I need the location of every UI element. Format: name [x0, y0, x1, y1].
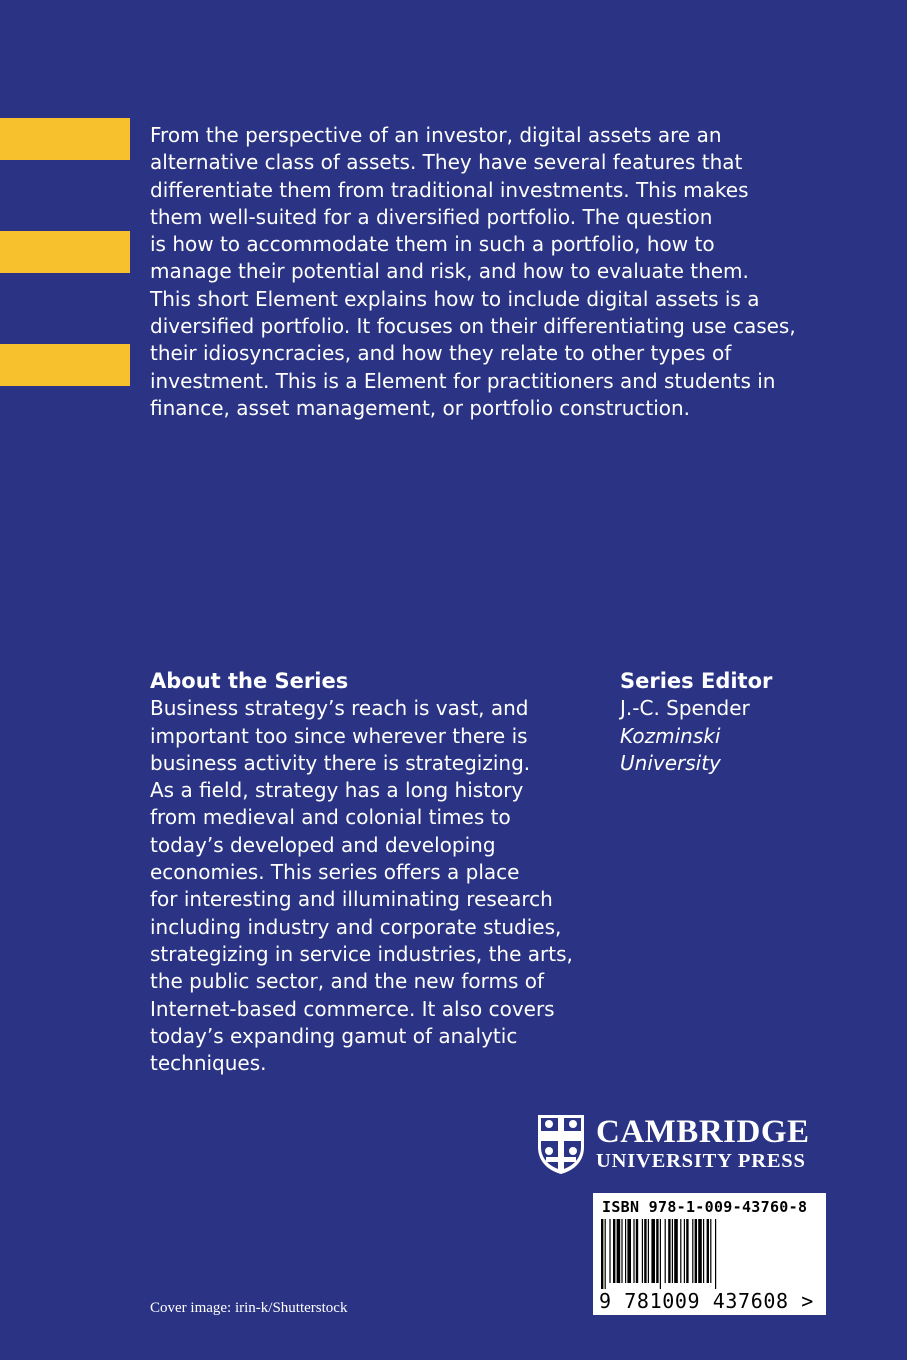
cambridge-shield-icon [536, 1113, 586, 1175]
barcode-bars [599, 1219, 819, 1289]
isbn-label: ISBN 978-1-009-43760-8 [602, 1198, 808, 1216]
cover-image-credit: Cover image: irin-k/Shutterstock [150, 1300, 348, 1316]
accent-bar-top [0, 118, 130, 160]
about-series-text: Business strategy’s reach is vast, and important too since wherever there is business activity there is strategizing. As a field, strategy has a long history from medieval and colonial times to today’s developed and developing economies. This series offers a place for interesting and illuminating research including industry and corporate studies, strategizing in service industries, the arts, the public sector, and the new forms of Internet-based commerce. It also covers today’s expanding gamut of analytic techniques. [150, 696, 573, 1076]
accent-bar-bottom [0, 344, 130, 386]
accent-bar-middle [0, 231, 130, 273]
editor-affiliation-line1: Kozminski [620, 723, 721, 748]
book-description: From the perspective of an investor, digital assets are an alternative class of assets. They have several features that differentiate them from traditional investments. This makes them well-suited for a diversified portfolio. The question is how to accommodate them in such a portfolio, how to manage their potential and risk, and how to evaluate them. This short Element explains how to include digital assets is a diversified portfolio. It focuses on their differentiating use cases, their idiosyncracies, and how they relate to other types of investment. This is a Element for practitioners and students in finance, asset management, or portfolio construction. [150, 123, 796, 420]
barcode-digits: 9 781009 437608 > [599, 1289, 814, 1313]
about-series-section [150, 668, 590, 1077]
editor-name: J.-C. Spender [620, 696, 750, 721]
series-editor-section [620, 668, 880, 777]
publisher-name: CAMBRIDGE [596, 1114, 810, 1151]
series-editor-heading: Series Editor [620, 669, 773, 693]
about-series-heading: About the Series [150, 669, 349, 693]
publisher-logo [536, 1112, 836, 1176]
publisher-subname: UNIVERSITY PRESS [596, 1150, 806, 1173]
isbn-barcode [593, 1193, 826, 1315]
editor-affiliation-line2: University [620, 750, 721, 775]
